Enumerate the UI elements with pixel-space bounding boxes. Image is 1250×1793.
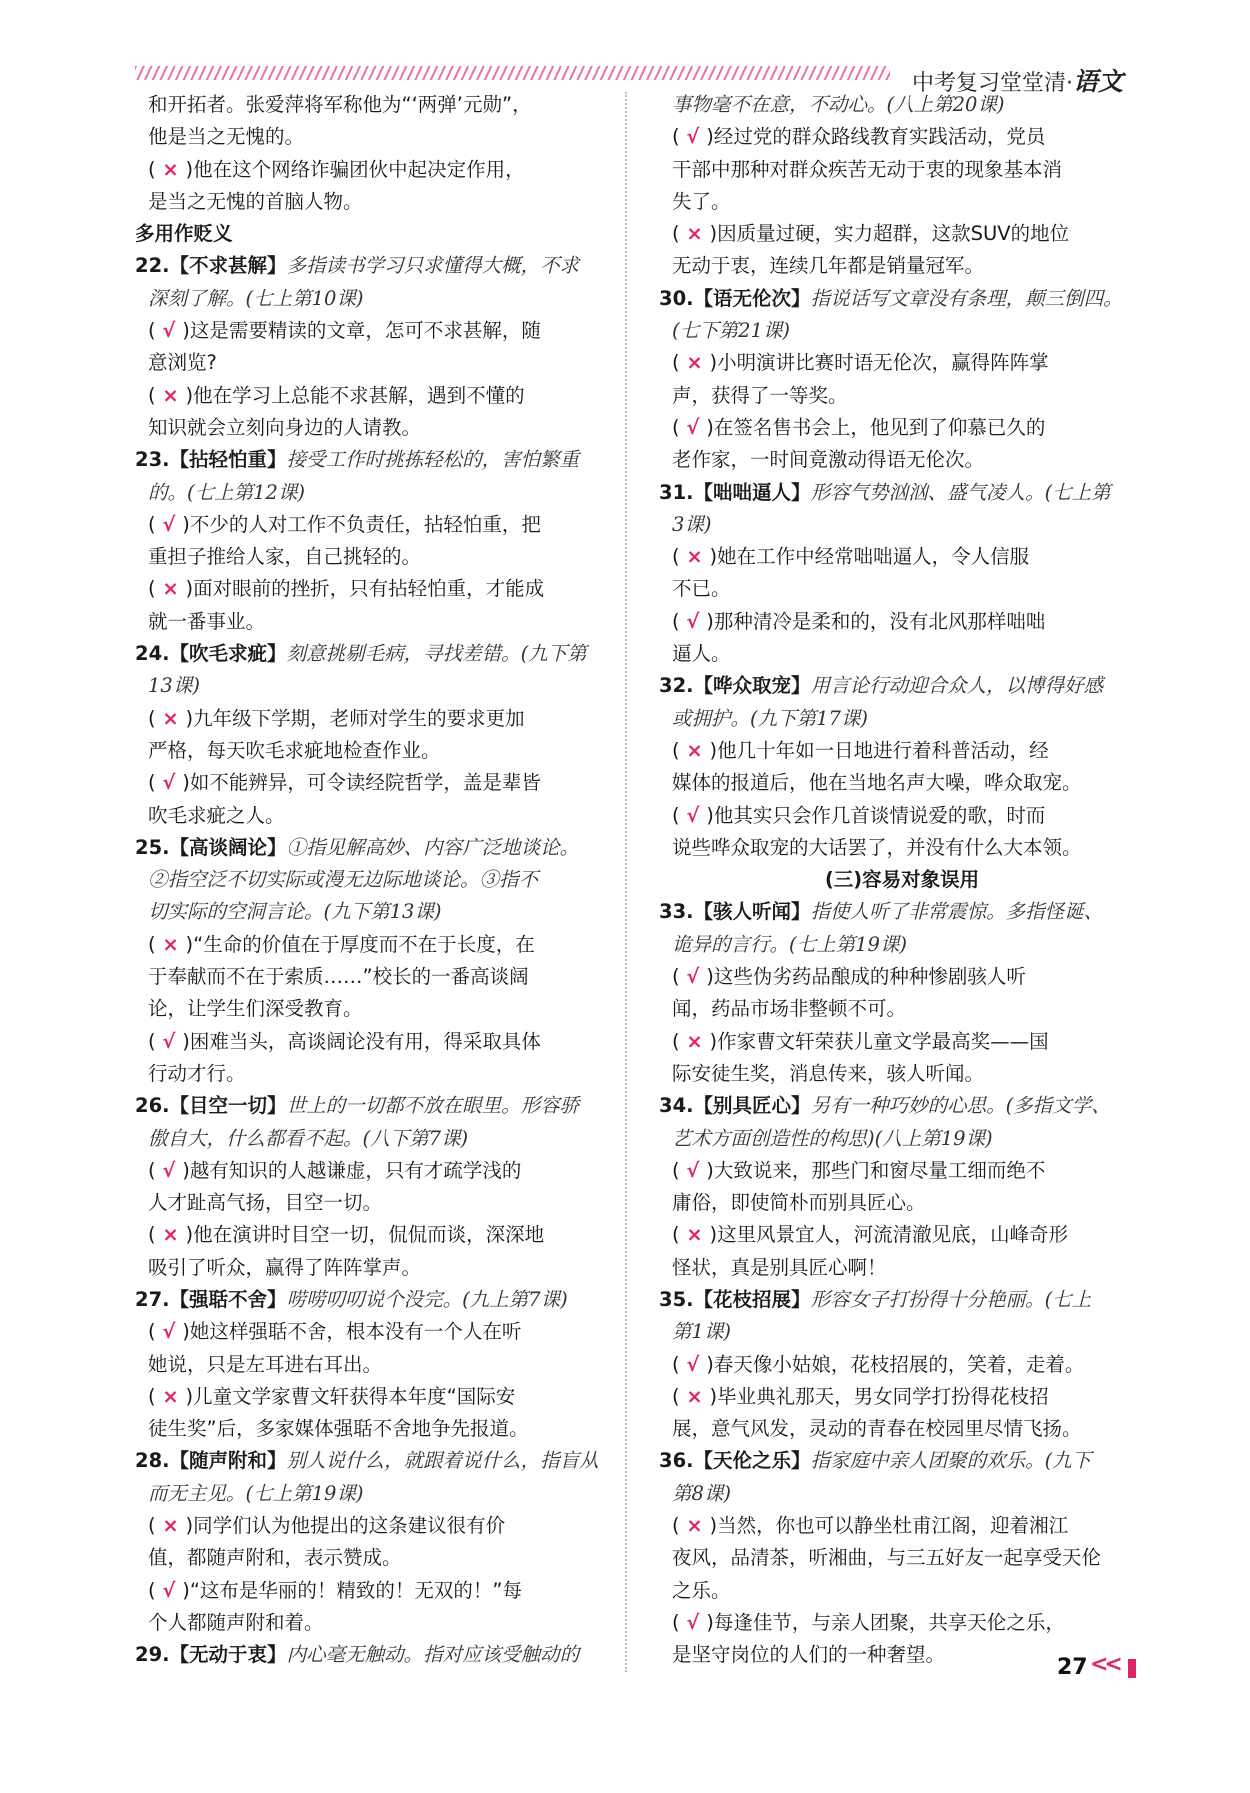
mark-bracket-open: (: [148, 1514, 156, 1538]
example-sentence: [135, 703, 621, 735]
left-column: [135, 89, 621, 1672]
example-sentence: [659, 1381, 1145, 1413]
idiom-number: 23.: [135, 448, 170, 472]
idiom-entry: [659, 896, 1145, 928]
idiom-word: 【吹毛求疵】: [169, 642, 287, 666]
example-sentence: [135, 1155, 621, 1187]
mark-bracket-open: (: [672, 1158, 680, 1182]
text-line: 无动于衷，连续几年都是销量冠军。: [672, 254, 985, 278]
mark-bracket-close: ): [706, 803, 714, 827]
idiom-number: 26.: [135, 1094, 170, 1118]
mark-bracket-open: (: [672, 803, 680, 827]
example-text: 不少的人对工作不负责任，拈轻怕重，把: [189, 512, 541, 536]
example-text: 她这样强聒不舍，根本没有一个人在听: [189, 1320, 522, 1344]
text-line: 和开拓者。张爱萍将军称他为“‘两弹’元勋”，: [148, 93, 532, 116]
mark-bracket-close: ): [709, 1384, 718, 1408]
idiom-definition: 刻意挑剔毛病，寻找差错。(九下第: [286, 642, 587, 666]
text-line: 是坚守岗位的人们的一种奢望。: [672, 1643, 946, 1667]
mark-bracket-close: ): [185, 383, 194, 407]
example-text: 他几十年如一日地进行着科普活动，经: [717, 738, 1049, 762]
mark-bracket-close: ): [709, 738, 718, 762]
text-line: 论，让学生们深受教育。: [148, 997, 363, 1021]
idiom-number: 32.: [659, 674, 694, 698]
example-sentence: [135, 315, 621, 347]
mark-bracket-close: ): [185, 1223, 194, 1247]
idiom-definition: 内心毫无触动。指对应该受触动的: [286, 1643, 580, 1667]
check-mark-icon: √: [155, 319, 183, 343]
idiom-definition: ①指见解高妙、内容广泛地谈论。: [286, 835, 580, 859]
check-mark-icon: √: [679, 1352, 707, 1376]
mark-bracket-close: ): [709, 1514, 718, 1538]
text-line: 夜风，品清茶，听湘曲，与三五好友一起享受天伦: [672, 1546, 1102, 1570]
cross-mark-icon: ×: [155, 1223, 186, 1247]
text-line: 行动才行。: [148, 1061, 246, 1085]
example-sentence: [135, 1219, 621, 1251]
mark-bracket-close: ): [706, 415, 714, 439]
idiom-definition: 指使人听了非常震惊。多指怪诞、: [810, 900, 1104, 924]
mark-bracket-close: ): [706, 609, 714, 633]
example-text: 他在这个网络诈骗团伙中起决定作用，: [193, 157, 525, 181]
mark-bracket-open: (: [672, 1384, 680, 1408]
mark-bracket-close: ): [709, 222, 718, 246]
mark-bracket-open: (: [672, 1514, 680, 1538]
mark-bracket-close: ): [185, 157, 194, 181]
idiom-definition: 别人说什么，就跟着说什么，指盲从: [286, 1449, 599, 1473]
cross-mark-icon: ×: [155, 1514, 186, 1538]
mark-bracket-close: ): [182, 319, 190, 343]
text-line: 声，获得了一等奖。: [672, 383, 848, 407]
mark-bracket-open: (: [672, 1029, 680, 1053]
mark-bracket-open: (: [672, 1610, 680, 1634]
check-mark-icon: √: [155, 1158, 183, 1182]
idiom-number: 30.: [659, 286, 694, 310]
mark-bracket-open: (: [672, 965, 680, 989]
example-sentence: [135, 154, 621, 186]
example-sentence: [659, 1219, 1145, 1251]
idiom-word: 【花枝招展】: [693, 1287, 811, 1311]
mark-bracket-open: (: [148, 577, 156, 601]
idiom-entry: [135, 1284, 621, 1316]
example-sentence: [659, 541, 1145, 573]
cross-mark-icon: ×: [155, 932, 186, 956]
idiom-entry: [659, 477, 1145, 509]
idiom-entry: [659, 1284, 1145, 1316]
example-sentence: [135, 767, 621, 799]
idiom-definition: 多指读书学习只求懂得大概，不求: [286, 254, 580, 278]
example-text: 经过党的群众路线教育实践活动，党员: [713, 125, 1046, 149]
mark-bracket-open: (: [148, 1578, 156, 1602]
text-line: 个人都随声附和着。: [148, 1610, 324, 1634]
text-line: 吸引了听众，赢得了阵阵掌声。: [148, 1255, 422, 1279]
definition-continuation: (七下第21课): [672, 319, 791, 343]
example-sentence: [659, 606, 1145, 638]
idiom-definition: 世上的一切都不放在眼里。形容骄: [286, 1094, 580, 1118]
mark-bracket-close: ): [706, 125, 714, 149]
cross-mark-icon: ×: [679, 1514, 710, 1538]
idiom-number: 33.: [659, 900, 694, 924]
example-sentence: [659, 800, 1145, 832]
example-text: 春天像小姑娘，花枝招展的，笑着，走着。: [713, 1352, 1085, 1376]
text-line: 吹毛求疵之人。: [148, 803, 285, 827]
mark-bracket-open: (: [672, 351, 680, 375]
mark-bracket-open: (: [148, 157, 156, 181]
example-text: 这是需要精读的文章，怎可不求甚解，随: [189, 319, 541, 343]
idiom-number: 25.: [135, 835, 170, 859]
mark-bracket-open: (: [148, 383, 156, 407]
example-sentence: [135, 573, 621, 605]
definition-continuation: 或拥护。(九下第17课): [672, 706, 869, 730]
example-text: 他在演讲时目空一切，侃侃而谈，深深地: [193, 1223, 545, 1247]
example-sentence: [135, 1575, 621, 1607]
example-text: 他其实只会作几首谈情说爱的歌，时而: [713, 803, 1046, 827]
mark-bracket-open: (: [148, 512, 156, 536]
page-arrows-icon: <<: [1090, 1652, 1119, 1677]
mark-bracket-open: (: [148, 932, 156, 956]
idiom-definition: 指说话写文章没有条理，颠三倒四。: [810, 286, 1123, 310]
right-column: [659, 89, 1145, 1672]
text-line: 闻，药品市场非整顿不可。: [672, 997, 907, 1021]
example-text: 那种清冷是柔和的，没有北风那样咄咄: [713, 609, 1046, 633]
mark-bracket-open: (: [672, 1223, 680, 1247]
mark-bracket-close: ): [182, 1578, 190, 1602]
cross-mark-icon: ×: [679, 1223, 710, 1247]
example-text: 困难当头，高谈阔论没有用，得采取具体: [189, 1029, 541, 1053]
idiom-entry: [135, 832, 621, 864]
example-text: 每逢佳节，与亲人团聚，共享天伦之乐，: [713, 1610, 1065, 1634]
mark-bracket-open: (: [148, 1384, 156, 1408]
idiom-word: 【咄咄逼人】: [693, 480, 811, 504]
definition-continuation: 3课): [672, 512, 712, 536]
text-line: 老作家，一时间竟激动得语无伦次。: [672, 448, 985, 472]
text-line: 庸俗，即使简朴而别具匠心。: [672, 1191, 926, 1215]
idiom-number: 36.: [659, 1449, 694, 1473]
mark-bracket-close: ): [185, 1384, 194, 1408]
text-line: 媒体的报道后，他在当地名声大噪，哗众取宠。: [672, 771, 1082, 795]
mark-bracket-close: ): [709, 1029, 718, 1053]
example-text: 这些伪劣药品酿成的种种惨剧骇人听: [713, 965, 1026, 989]
example-text: 她在工作中经常咄咄逼人，令人信服: [717, 545, 1030, 569]
idiom-definition: 指家庭中亲人团聚的欢乐。(九下: [810, 1449, 1092, 1473]
idiom-word: 【强聒不舍】: [169, 1287, 287, 1311]
check-mark-icon: √: [679, 609, 707, 633]
mark-bracket-open: (: [148, 1158, 156, 1182]
mark-bracket-open: (: [672, 1352, 680, 1376]
example-sentence: [659, 218, 1145, 250]
column-divider: [625, 92, 627, 1672]
text-line: 是当之无愧的首脑人物。: [148, 189, 363, 213]
example-text: 大致说来，那些门和窗尽量工细而绝不: [713, 1158, 1046, 1182]
mark-bracket-close: ): [182, 771, 190, 795]
mark-bracket-open: (: [672, 738, 680, 762]
category-subheading: 多用作贬义: [135, 222, 233, 246]
example-text: “这布是华丽的！精致的！无双的！”每: [189, 1578, 523, 1602]
cross-mark-icon: ×: [679, 1384, 710, 1408]
mark-bracket-open: (: [672, 545, 680, 569]
example-sentence: [659, 961, 1145, 993]
example-sentence: [659, 735, 1145, 767]
idiom-word: 【骇人听闻】: [693, 900, 811, 924]
cross-mark-icon: ×: [155, 157, 186, 181]
idiom-entry: [659, 670, 1145, 702]
mark-bracket-close: ): [709, 1223, 718, 1247]
idiom-entry: [135, 250, 621, 282]
idiom-number: 22.: [135, 254, 170, 278]
example-text: 因质量过硬，实力超群，这款SUV的地位: [717, 222, 1070, 246]
idiom-entry: [659, 283, 1145, 315]
header-decorative-rule: [135, 66, 890, 80]
mark-bracket-open: (: [148, 771, 156, 795]
mark-bracket-open: (: [672, 415, 680, 439]
mark-bracket-open: (: [672, 609, 680, 633]
section-heading: (三)容易对象误用: [824, 868, 980, 892]
mark-bracket-close: ): [706, 1158, 714, 1182]
mark-bracket-open: (: [148, 319, 156, 343]
mark-bracket-open: (: [672, 125, 680, 149]
text-line: 怪状，真是别具匠心啊！: [672, 1255, 887, 1279]
cross-mark-icon: ×: [679, 738, 710, 762]
example-sentence: [659, 1349, 1145, 1381]
check-mark-icon: √: [155, 1578, 183, 1602]
text-line: 重担子推给人家，自己挑轻的。: [148, 545, 422, 569]
text-line: 人才趾高气扬，目空一切。: [148, 1191, 383, 1215]
example-text: 越有知识的人越谦虚，只有才疏学浅的: [189, 1158, 522, 1182]
definition-continuation: 诡异的言行。(七上第19课): [672, 932, 908, 956]
header-title: 中考复习堂堂清: [912, 71, 1067, 96]
idiom-entry: [135, 444, 621, 476]
idiom-entry: [135, 1445, 621, 1477]
text-line: 就一番事业。: [148, 609, 266, 633]
text-line: 之乐。: [672, 1578, 731, 1602]
mark-bracket-close: ): [182, 1320, 190, 1344]
example-sentence: [659, 1510, 1145, 1542]
check-mark-icon: √: [679, 965, 707, 989]
definition-continuation: 深刻了解。(七上第10课): [148, 286, 364, 310]
definition-continuation: 切实际的空洞言论。(九下第13课): [148, 900, 442, 924]
idiom-number: 31.: [659, 480, 694, 504]
example-sentence: [659, 1155, 1145, 1187]
example-text: 他在学习上总能不求甚解，遇到不懂的: [193, 383, 525, 407]
text-line: 他是当之无愧的。: [148, 125, 305, 149]
example-text: “生命的价值在于厚度而不在于长度，在: [193, 932, 535, 956]
check-mark-icon: √: [155, 512, 183, 536]
text-line: 严格，每天吹毛求疵地检查作业。: [148, 738, 441, 762]
definition-continuation: 傲自大，什么都看不起。(八下第7课): [148, 1126, 469, 1150]
check-mark-icon: √: [679, 1610, 707, 1634]
example-sentence: [135, 1381, 621, 1413]
idiom-definition: 唠唠叨叨说个没完。(九上第7课): [286, 1287, 568, 1311]
text-line: 失了。: [672, 189, 731, 213]
example-sentence: [659, 1026, 1145, 1058]
idiom-word: 【天伦之乐】: [693, 1449, 811, 1473]
text-line: 意浏览?: [148, 351, 217, 375]
header-subject: 语文: [1073, 67, 1124, 96]
definition-continuation: 13课): [148, 674, 200, 698]
idiom-entry: [135, 1639, 621, 1671]
text-line: 际安徒生奖，消息传来，骇人听闻。: [672, 1061, 985, 1085]
idiom-word: 【目空一切】: [169, 1094, 287, 1118]
idiom-word: 【语无伦次】: [693, 286, 811, 310]
example-text: 作家曹文轩荣获儿童文学最高奖——国: [717, 1029, 1049, 1053]
idiom-entry: [135, 1090, 621, 1122]
example-sentence: [659, 1607, 1145, 1639]
example-text: 同学们认为他提出的这条建议很有价: [193, 1514, 506, 1538]
example-sentence: [135, 929, 621, 961]
mark-bracket-close: ): [709, 351, 718, 375]
example-sentence: [659, 412, 1145, 444]
definition-continuation: 的。(七上第12课): [148, 480, 306, 504]
text-line: 于奉献而不在于索质……”校长的一番高谈阔: [148, 965, 529, 989]
mark-bracket-close: ): [182, 1158, 190, 1182]
cross-mark-icon: ×: [679, 351, 710, 375]
text-line: 她说，只是左耳进右耳出。: [148, 1352, 383, 1376]
mark-bracket-close: ): [185, 577, 194, 601]
idiom-definition: 另有一种巧妙的心思。(多指文学、: [810, 1094, 1111, 1118]
mark-bracket-open: (: [148, 1029, 156, 1053]
idiom-definition: 形容女子打扮得十分艳丽。(七上: [810, 1287, 1092, 1311]
definition-continuation: 第1课): [672, 1320, 732, 1344]
header-dot: ·: [1066, 71, 1074, 96]
check-mark-icon: √: [679, 803, 707, 827]
idiom-number: 29.: [135, 1643, 170, 1667]
idiom-word: 【拈轻怕重】: [169, 448, 287, 472]
idiom-word: 【随声附和】: [169, 1449, 287, 1473]
check-mark-icon: √: [155, 1320, 183, 1344]
example-text: 如不能辨异，可令读经院哲学，盖是辈皆: [189, 771, 541, 795]
idiom-number: 24.: [135, 642, 170, 666]
check-mark-icon: √: [679, 415, 707, 439]
example-sentence: [135, 1026, 621, 1058]
check-mark-icon: √: [155, 1029, 183, 1053]
idiom-number: 34.: [659, 1094, 694, 1118]
mark-bracket-close: ): [185, 932, 194, 956]
text-line: 值，都随声附和，表示赞成。: [148, 1546, 402, 1570]
mark-bracket-close: ): [709, 545, 718, 569]
cross-mark-icon: ×: [679, 1029, 710, 1053]
idiom-word: 【哗众取宠】: [693, 674, 811, 698]
definition-continuation: 而无主见。(七上第19课): [148, 1481, 364, 1505]
example-text: 毕业典礼那天，男女同学打扮得花枝招: [717, 1384, 1049, 1408]
example-text: 儿童文学家曹文轩获得本年度“国际安: [193, 1384, 516, 1408]
example-text: 当然，你也可以静坐杜甫江阁，迎着湘江: [717, 1514, 1069, 1538]
text-line: 不已。: [672, 577, 731, 601]
example-text: 在签名售书会上，他见到了仰慕已久的: [713, 415, 1046, 439]
cross-mark-icon: ×: [155, 706, 186, 730]
mark-bracket-close: ): [706, 965, 714, 989]
idiom-definition: 接受工作时挑拣轻松的，害怕繁重: [286, 448, 580, 472]
mark-bracket-close: ): [182, 1029, 190, 1053]
example-text: 这里风景宜人，河流清澈见底，山峰奇形: [717, 1223, 1069, 1247]
idiom-word: 【高谈阔论】: [169, 835, 287, 859]
text-line: 说些哗众取宠的大话罢了，并没有什么大本领。: [672, 835, 1082, 859]
idiom-definition: 形容气势汹汹、盛气凌人。(七上第: [810, 480, 1111, 504]
example-text: 九年级下学期，老师对学生的要求更加: [193, 706, 525, 730]
example-sentence: [659, 121, 1145, 153]
example-sentence: [135, 380, 621, 412]
mark-bracket-close: ): [706, 1610, 714, 1634]
idiom-entry: [659, 1090, 1145, 1122]
idiom-definition: 用言论行动迎合众人，以博得好感: [810, 674, 1104, 698]
text-line: 徒生奖”后，多家媒体强聒不舍地争先报道。: [148, 1417, 529, 1441]
text-line: 知识就会立刻向身边的人请教。: [148, 415, 422, 439]
cross-mark-icon: ×: [679, 222, 710, 246]
mark-bracket-close: ): [706, 1352, 714, 1376]
idiom-word: 【不求甚解】: [169, 254, 287, 278]
text-line: 干部中那种对群众疾苦无动于衷的现象基本消: [672, 157, 1063, 181]
mark-bracket-open: (: [148, 1320, 156, 1344]
cross-mark-icon: ×: [155, 577, 186, 601]
mark-bracket-close: ): [182, 512, 190, 536]
mark-bracket-close: ): [185, 706, 194, 730]
cross-mark-icon: ×: [155, 1384, 186, 1408]
definition-continuation: ②指空泛不切实际或漫无边际地谈论。③指不: [148, 868, 539, 892]
example-sentence: [135, 1316, 621, 1348]
mark-bracket-open: (: [148, 1223, 156, 1247]
mark-bracket-close: ): [185, 1514, 194, 1538]
example-text: 小明演讲比赛时语无伦次，赢得阵阵掌: [717, 351, 1049, 375]
idiom-number: 35.: [659, 1287, 694, 1311]
idiom-number: 28.: [135, 1449, 170, 1473]
page-number: 27: [1057, 1655, 1088, 1680]
text-line: 逼人。: [672, 642, 731, 666]
page-marker-bar: [1128, 1659, 1136, 1678]
definition-continuation: 事物毫不在意，不动心。(八上第20课): [672, 93, 1005, 116]
idiom-word: 【别具匠心】: [693, 1094, 811, 1118]
text-line: 展，意气风发，灵动的青春在校园里尽情飞扬。: [672, 1417, 1082, 1441]
idiom-entry: [135, 638, 621, 670]
check-mark-icon: √: [679, 125, 707, 149]
mark-bracket-open: (: [672, 222, 680, 246]
check-mark-icon: √: [679, 1158, 707, 1182]
example-sentence: [135, 509, 621, 541]
check-mark-icon: √: [155, 771, 183, 795]
example-text: 面对眼前的挫折，只有拈轻怕重，才能成: [193, 577, 545, 601]
example-sentence: [135, 1510, 621, 1542]
idiom-word: 【无动于衷】: [169, 1643, 287, 1667]
cross-mark-icon: ×: [155, 383, 186, 407]
idiom-entry: [659, 1445, 1145, 1477]
definition-continuation: 第8课): [672, 1481, 732, 1505]
cross-mark-icon: ×: [679, 545, 710, 569]
mark-bracket-open: (: [148, 706, 156, 730]
example-sentence: [659, 347, 1145, 379]
definition-continuation: 艺术方面创造性的构思)(八上第19课): [672, 1126, 993, 1150]
idiom-number: 27.: [135, 1287, 170, 1311]
